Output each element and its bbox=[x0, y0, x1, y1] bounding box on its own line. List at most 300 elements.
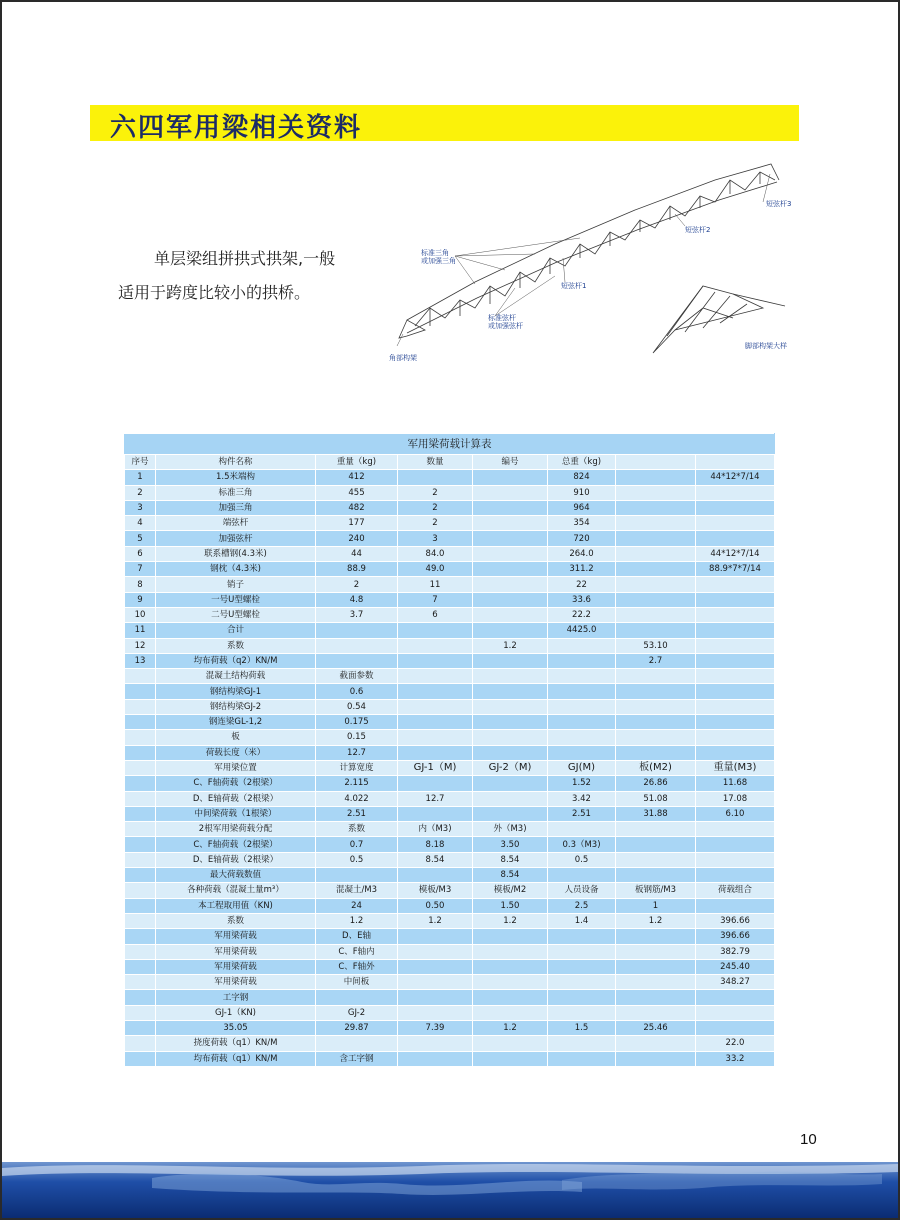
table-cell bbox=[616, 592, 696, 607]
table-cell: 钢结构梁GJ-2 bbox=[156, 699, 316, 714]
table-cell: 88.9 bbox=[316, 562, 398, 577]
table-row bbox=[125, 669, 775, 684]
table-cell: 军用梁荷载 bbox=[156, 959, 316, 974]
header-cell: 总重（kg) bbox=[548, 455, 616, 470]
table-cell: 13 bbox=[125, 653, 156, 668]
table-cell: 12.7 bbox=[316, 745, 398, 760]
label-corner-frame: 角部构架 bbox=[389, 354, 417, 362]
table-cell: 0.15 bbox=[316, 730, 398, 745]
table-row bbox=[125, 1036, 775, 1051]
table-row bbox=[125, 531, 775, 546]
table-row bbox=[125, 684, 775, 699]
table-cell: 1.5米端构 bbox=[156, 470, 316, 485]
table-cell bbox=[616, 1036, 696, 1051]
table-cell: 钢连梁GL-1,2 bbox=[156, 715, 316, 730]
table-row bbox=[125, 852, 775, 867]
table-cell bbox=[125, 1051, 156, 1066]
table-cell: 2 bbox=[125, 485, 156, 500]
table-cell bbox=[316, 638, 398, 653]
table-cell bbox=[473, 546, 548, 561]
table-cell: 5 bbox=[125, 531, 156, 546]
table-cell: GJ-1（KN) bbox=[156, 1005, 316, 1020]
intro-paragraph bbox=[118, 242, 378, 310]
table-cell bbox=[398, 776, 473, 791]
table-row bbox=[125, 730, 775, 745]
table-row bbox=[125, 898, 775, 913]
table-cell bbox=[548, 975, 616, 990]
table-row bbox=[125, 485, 775, 500]
table-cell bbox=[548, 1005, 616, 1020]
table-cell: 重量(M3) bbox=[696, 760, 775, 775]
table-cell: 29.87 bbox=[316, 1020, 398, 1035]
table-cell: 51.08 bbox=[616, 791, 696, 806]
table-cell: GJ-2 bbox=[316, 1005, 398, 1020]
header-cell: 编号 bbox=[473, 455, 548, 470]
table-cell bbox=[473, 776, 548, 791]
table-cell: 245.40 bbox=[696, 959, 775, 974]
table-cell: D、E轴 bbox=[316, 929, 398, 944]
table-cell bbox=[398, 806, 473, 821]
table-cell bbox=[125, 1036, 156, 1051]
table-cell: 加强弦杆 bbox=[156, 531, 316, 546]
table-cell bbox=[696, 699, 775, 714]
table-cell: 10 bbox=[125, 607, 156, 622]
table-cell bbox=[696, 684, 775, 699]
table-row bbox=[125, 470, 775, 485]
table-row bbox=[125, 623, 775, 638]
table-cell bbox=[696, 653, 775, 668]
table-cell: 端弦杆 bbox=[156, 516, 316, 531]
table-cell: 外（M3) bbox=[473, 822, 548, 837]
table-row bbox=[125, 592, 775, 607]
table-cell bbox=[616, 990, 696, 1005]
table-cell bbox=[696, 516, 775, 531]
table-cell bbox=[125, 699, 156, 714]
table-cell bbox=[316, 868, 398, 883]
table-cell: 2.51 bbox=[316, 806, 398, 821]
table-cell bbox=[316, 653, 398, 668]
table-row bbox=[125, 546, 775, 561]
table-cell bbox=[398, 868, 473, 883]
table-cell: 均布荷载（q1）KN/M bbox=[156, 1051, 316, 1066]
table-cell bbox=[125, 990, 156, 1005]
table-cell: C、F轴外 bbox=[316, 959, 398, 974]
table-cell bbox=[473, 959, 548, 974]
table-cell: 24 bbox=[316, 898, 398, 913]
table-cell: 1.4 bbox=[548, 913, 616, 928]
table-cell: GJ-2（M) bbox=[473, 760, 548, 775]
table-cell bbox=[398, 730, 473, 745]
table-cell bbox=[473, 929, 548, 944]
table-cell: 6 bbox=[125, 546, 156, 561]
table-cell: 2.5 bbox=[548, 898, 616, 913]
table-row bbox=[125, 562, 775, 577]
table-row bbox=[125, 990, 775, 1005]
table-cell bbox=[696, 607, 775, 622]
table-cell: 8.18 bbox=[398, 837, 473, 852]
table-cell bbox=[696, 1005, 775, 1020]
table-cell bbox=[125, 776, 156, 791]
table-cell: 22.0 bbox=[696, 1036, 775, 1051]
table-cell bbox=[616, 485, 696, 500]
table-cell bbox=[696, 638, 775, 653]
table-row bbox=[125, 699, 775, 714]
table-cell: GJ(M) bbox=[548, 760, 616, 775]
table-cell: 板(M2) bbox=[616, 760, 696, 775]
table-cell: 0.7 bbox=[316, 837, 398, 852]
table-cell bbox=[616, 669, 696, 684]
table-cell bbox=[696, 898, 775, 913]
table-cell: 964 bbox=[548, 500, 616, 515]
table-cell bbox=[696, 500, 775, 515]
table-cell bbox=[398, 1051, 473, 1066]
table-cell: 军用梁位置 bbox=[156, 760, 316, 775]
table-cell: 4.8 bbox=[316, 592, 398, 607]
table-cell: 合计 bbox=[156, 623, 316, 638]
table-cell: 2根军用梁荷载分配 bbox=[156, 822, 316, 837]
table-cell: C、F轴内 bbox=[316, 944, 398, 959]
table-row bbox=[125, 607, 775, 622]
table-cell: 联系槽钢(4.3米) bbox=[156, 546, 316, 561]
table-cell bbox=[696, 485, 775, 500]
table-cell: 382.79 bbox=[696, 944, 775, 959]
table-cell: 311.2 bbox=[548, 562, 616, 577]
table-cell bbox=[398, 1036, 473, 1051]
table-cell bbox=[125, 959, 156, 974]
table-cell: 412 bbox=[316, 470, 398, 485]
table-cell bbox=[696, 715, 775, 730]
table-cell bbox=[473, 1051, 548, 1066]
table-cell bbox=[548, 653, 616, 668]
table-row bbox=[125, 1020, 775, 1035]
table-cell bbox=[125, 822, 156, 837]
label-std-triangle bbox=[421, 249, 456, 265]
table-cell bbox=[398, 715, 473, 730]
table-cell bbox=[548, 715, 616, 730]
label-short-chord-2: 短弦杆2 bbox=[685, 226, 711, 234]
table-cell bbox=[548, 745, 616, 760]
table-cell: 0.54 bbox=[316, 699, 398, 714]
table-cell bbox=[125, 898, 156, 913]
table-cell: 计算宽度 bbox=[316, 760, 398, 775]
table-cell bbox=[398, 638, 473, 653]
intro-line-2: 适用于跨度比较小的拱桥。 bbox=[118, 283, 311, 302]
table-cell: 人员设备 bbox=[548, 883, 616, 898]
table-cell: 荷载组合 bbox=[696, 883, 775, 898]
table-cell: 军用梁荷载 bbox=[156, 944, 316, 959]
intro-line-1: 单层梁组拼拱式拱架,一般 bbox=[154, 249, 336, 268]
table-row bbox=[125, 975, 775, 990]
table-cell: 加强三角 bbox=[156, 500, 316, 515]
table-cell: D、E轴荷载（2根梁） bbox=[156, 791, 316, 806]
table-cell: 1.2 bbox=[316, 913, 398, 928]
table-cell: 1.50 bbox=[473, 898, 548, 913]
table-cell: 4 bbox=[125, 516, 156, 531]
table-body bbox=[125, 455, 775, 1067]
table-cell bbox=[696, 822, 775, 837]
table-cell bbox=[125, 806, 156, 821]
table-cell bbox=[473, 562, 548, 577]
table-cell bbox=[125, 837, 156, 852]
table-header-row bbox=[125, 455, 775, 470]
table-cell: 系数 bbox=[156, 638, 316, 653]
table-cell: 一号U型螺栓 bbox=[156, 592, 316, 607]
table-cell: 17.08 bbox=[696, 791, 775, 806]
table-cell: 8 bbox=[125, 577, 156, 592]
table-cell: 6.10 bbox=[696, 806, 775, 821]
table-row bbox=[125, 959, 775, 974]
table-cell bbox=[616, 715, 696, 730]
table-cell: 22.2 bbox=[548, 607, 616, 622]
label-std-chord-a: 标准弦杆 bbox=[488, 314, 516, 322]
table-cell bbox=[548, 868, 616, 883]
table-row bbox=[125, 516, 775, 531]
table-cell bbox=[616, 730, 696, 745]
table-cell bbox=[473, 653, 548, 668]
table-cell: D、E轴荷载（2根梁） bbox=[156, 852, 316, 867]
table-cell bbox=[548, 959, 616, 974]
label-std-triangle-b: 或加强三角 bbox=[421, 257, 456, 265]
table-cell: 0.5 bbox=[548, 852, 616, 867]
table-cell: 8.54 bbox=[473, 868, 548, 883]
table-cell: 910 bbox=[548, 485, 616, 500]
table-cell bbox=[473, 944, 548, 959]
table-cell: 1 bbox=[616, 898, 696, 913]
table-cell bbox=[473, 1005, 548, 1020]
table-cell bbox=[125, 868, 156, 883]
table-row bbox=[125, 1005, 775, 1020]
table-cell bbox=[473, 669, 548, 684]
table-cell bbox=[473, 516, 548, 531]
table-cell bbox=[125, 883, 156, 898]
label-std-triangle-a: 标准三角 bbox=[421, 249, 449, 257]
table-cell bbox=[316, 623, 398, 638]
table-cell: 挠度荷载（q1）KN/M bbox=[156, 1036, 316, 1051]
table-cell: 0.5 bbox=[316, 852, 398, 867]
table-cell: 1.5 bbox=[548, 1020, 616, 1035]
table-cell bbox=[616, 837, 696, 852]
table-cell bbox=[548, 990, 616, 1005]
table-cell bbox=[616, 546, 696, 561]
table-row bbox=[125, 944, 775, 959]
table-cell bbox=[473, 1036, 548, 1051]
table-cell bbox=[616, 1051, 696, 1066]
table-cell: 8.54 bbox=[398, 852, 473, 867]
table-cell: 44*12*7/14 bbox=[696, 546, 775, 561]
table-cell bbox=[125, 730, 156, 745]
table-cell: 2 bbox=[398, 516, 473, 531]
table-cell bbox=[548, 669, 616, 684]
table-row bbox=[125, 806, 775, 821]
table-cell bbox=[125, 944, 156, 959]
table-cell bbox=[696, 592, 775, 607]
table-cell bbox=[125, 669, 156, 684]
table-cell: 工字钢 bbox=[156, 990, 316, 1005]
table-cell: 31.88 bbox=[616, 806, 696, 821]
table-cell bbox=[548, 929, 616, 944]
table-cell: 7 bbox=[398, 592, 473, 607]
table-cell bbox=[616, 607, 696, 622]
table-cell bbox=[473, 592, 548, 607]
load-calculation-table bbox=[124, 433, 775, 1067]
table-cell: 军用梁荷载 bbox=[156, 975, 316, 990]
table-cell: 2 bbox=[316, 577, 398, 592]
table-cell: 0.175 bbox=[316, 715, 398, 730]
table-cell: 348.27 bbox=[696, 975, 775, 990]
table-cell: 53.10 bbox=[616, 638, 696, 653]
table-row bbox=[125, 883, 775, 898]
table-cell: 各种荷载（混凝土量m³） bbox=[156, 883, 316, 898]
table-cell bbox=[616, 959, 696, 974]
table-cell bbox=[616, 745, 696, 760]
table-cell bbox=[548, 730, 616, 745]
table-cell: 2.51 bbox=[548, 806, 616, 821]
table-cell: 396.66 bbox=[696, 913, 775, 928]
table-cell bbox=[473, 470, 548, 485]
table-cell bbox=[616, 929, 696, 944]
table-cell bbox=[398, 684, 473, 699]
table-cell: 9 bbox=[125, 592, 156, 607]
table-cell: 455 bbox=[316, 485, 398, 500]
table-cell bbox=[473, 730, 548, 745]
table-cell: 240 bbox=[316, 531, 398, 546]
table-cell bbox=[616, 822, 696, 837]
table-cell: 44*12*7/14 bbox=[696, 470, 775, 485]
table-row bbox=[125, 638, 775, 653]
table-cell: 8.54 bbox=[473, 852, 548, 867]
table-cell bbox=[616, 500, 696, 515]
table-cell: 44 bbox=[316, 546, 398, 561]
table-cell: 模板/M3 bbox=[398, 883, 473, 898]
table-cell: 0.50 bbox=[398, 898, 473, 913]
table-cell bbox=[125, 929, 156, 944]
table-row bbox=[125, 653, 775, 668]
table-cell bbox=[696, 577, 775, 592]
table-cell bbox=[548, 1036, 616, 1051]
table-cell bbox=[696, 531, 775, 546]
table-cell bbox=[125, 760, 156, 775]
table-cell: 33.6 bbox=[548, 592, 616, 607]
table-cell: 系数 bbox=[316, 822, 398, 837]
table-cell: C、F轴荷载（2根梁） bbox=[156, 837, 316, 852]
table-cell: 1.2 bbox=[473, 913, 548, 928]
table-cell: 板 bbox=[156, 730, 316, 745]
table-row bbox=[125, 913, 775, 928]
header-cell bbox=[616, 455, 696, 470]
table-cell: 11.68 bbox=[696, 776, 775, 791]
table-cell: 11 bbox=[398, 577, 473, 592]
table-row bbox=[125, 715, 775, 730]
table-cell: 12 bbox=[125, 638, 156, 653]
table-cell bbox=[616, 577, 696, 592]
table-cell: 中间梁荷载（1根梁） bbox=[156, 806, 316, 821]
table-cell bbox=[398, 745, 473, 760]
table-row bbox=[125, 760, 775, 775]
table-cell bbox=[696, 730, 775, 745]
table-row bbox=[125, 577, 775, 592]
table-cell bbox=[125, 913, 156, 928]
table-row bbox=[125, 791, 775, 806]
table-cell: 0.3（M3) bbox=[548, 837, 616, 852]
table-row bbox=[125, 929, 775, 944]
header-cell: 重量（kg) bbox=[316, 455, 398, 470]
table-cell: 2.115 bbox=[316, 776, 398, 791]
table-cell bbox=[398, 975, 473, 990]
label-foot-detail: 脚部构架大样 bbox=[745, 342, 787, 350]
table-cell bbox=[473, 500, 548, 515]
table-cell bbox=[616, 1005, 696, 1020]
table-cell bbox=[696, 852, 775, 867]
table-cell: 1.2 bbox=[473, 638, 548, 653]
table-cell: 49.0 bbox=[398, 562, 473, 577]
table-cell: 系数 bbox=[156, 913, 316, 928]
table-cell: 销子 bbox=[156, 577, 316, 592]
table-cell: 钢结构梁GJ-1 bbox=[156, 684, 316, 699]
table-cell: 3.42 bbox=[548, 791, 616, 806]
table-cell: 22 bbox=[548, 577, 616, 592]
table-cell: 2.7 bbox=[616, 653, 696, 668]
table-cell bbox=[398, 929, 473, 944]
table-cell bbox=[696, 623, 775, 638]
table-cell bbox=[473, 791, 548, 806]
page-title: 六四军用梁相关资料 bbox=[110, 113, 363, 143]
table-cell bbox=[696, 837, 775, 852]
table-cell: 2 bbox=[398, 500, 473, 515]
header-cell: 序号 bbox=[125, 455, 156, 470]
table-row bbox=[125, 776, 775, 791]
table-cell: 11 bbox=[125, 623, 156, 638]
table-row bbox=[125, 1051, 775, 1066]
table-cell bbox=[398, 653, 473, 668]
table-cell bbox=[473, 577, 548, 592]
table-cell bbox=[616, 684, 696, 699]
table-cell bbox=[398, 959, 473, 974]
table-cell bbox=[473, 715, 548, 730]
table-cell: 35.05 bbox=[156, 1020, 316, 1035]
table-cell: 军用梁荷载 bbox=[156, 929, 316, 944]
table-cell bbox=[616, 852, 696, 867]
table-cell bbox=[473, 745, 548, 760]
table-cell: 均布荷载（q2）KN/M bbox=[156, 653, 316, 668]
table-cell: 26.86 bbox=[616, 776, 696, 791]
table-cell: 中间板 bbox=[316, 975, 398, 990]
table-cell: 板钢筋/M3 bbox=[616, 883, 696, 898]
table-cell bbox=[398, 944, 473, 959]
table-cell: 396.66 bbox=[696, 929, 775, 944]
table-cell bbox=[473, 990, 548, 1005]
table-cell bbox=[398, 1005, 473, 1020]
table-cell: 7 bbox=[125, 562, 156, 577]
table-cell bbox=[696, 745, 775, 760]
table-cell bbox=[548, 684, 616, 699]
table-cell: 钢枕（4.3米) bbox=[156, 562, 316, 577]
table-cell bbox=[398, 470, 473, 485]
table-cell bbox=[473, 531, 548, 546]
table-cell bbox=[616, 868, 696, 883]
table-cell: 482 bbox=[316, 500, 398, 515]
table-cell bbox=[548, 1051, 616, 1066]
table-cell bbox=[473, 607, 548, 622]
table-cell bbox=[316, 990, 398, 1005]
table-cell bbox=[125, 715, 156, 730]
table-cell: 4425.0 bbox=[548, 623, 616, 638]
table-cell bbox=[696, 669, 775, 684]
table-cell: 混凝土结构荷载 bbox=[156, 669, 316, 684]
table-cell bbox=[398, 990, 473, 1005]
table-cell bbox=[125, 791, 156, 806]
table-row bbox=[125, 868, 775, 883]
table-cell bbox=[616, 944, 696, 959]
